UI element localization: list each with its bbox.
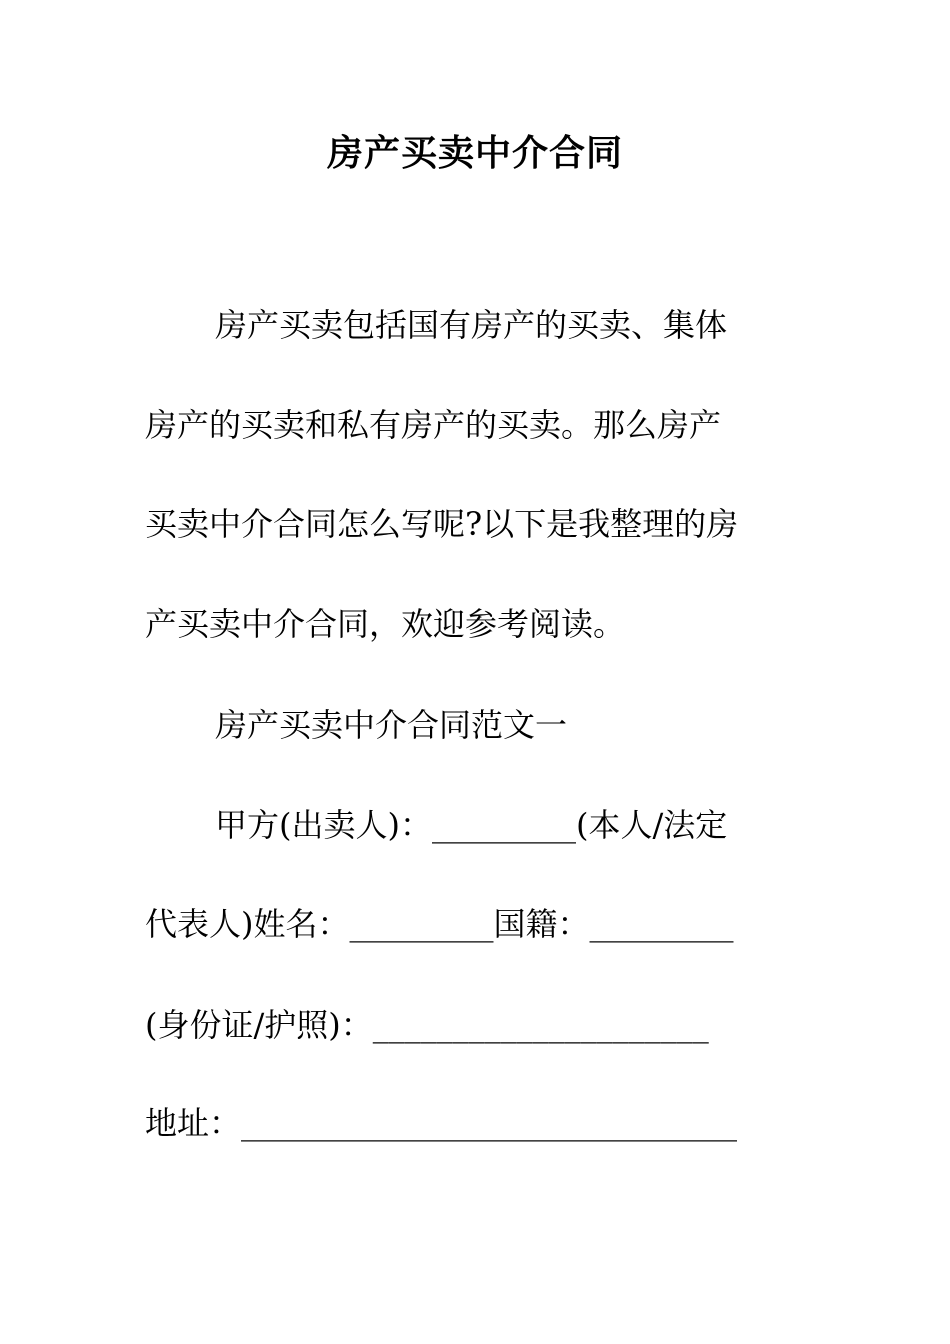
intro-paragraph-line-3: 买卖中介合同怎么写呢?以下是我整理的房 xyxy=(145,505,739,543)
intro-paragraph-line-1: 房产买卖包括国有房产的买卖、集体 xyxy=(215,306,728,344)
intro-paragraph-line-4: 产买卖中介合同，欢迎参考阅读。 xyxy=(145,605,626,643)
intro-paragraph-line-2: 房产的买卖和私有房产的买卖。那么房产 xyxy=(145,406,722,444)
section-heading: 房产买卖中介合同范文一 xyxy=(215,706,568,744)
address-line: 地址：_______________________________ xyxy=(145,1104,738,1142)
party-a-line: 甲方(出卖人)：_________(本人/法定 xyxy=(215,806,728,844)
document-title: 房产买卖中介合同 xyxy=(326,132,623,174)
name-nationality-line: 代表人)姓名：_________国籍：_________ xyxy=(145,905,734,943)
id-passport-line: (身份证/护照)：_____________________ xyxy=(145,1006,709,1044)
